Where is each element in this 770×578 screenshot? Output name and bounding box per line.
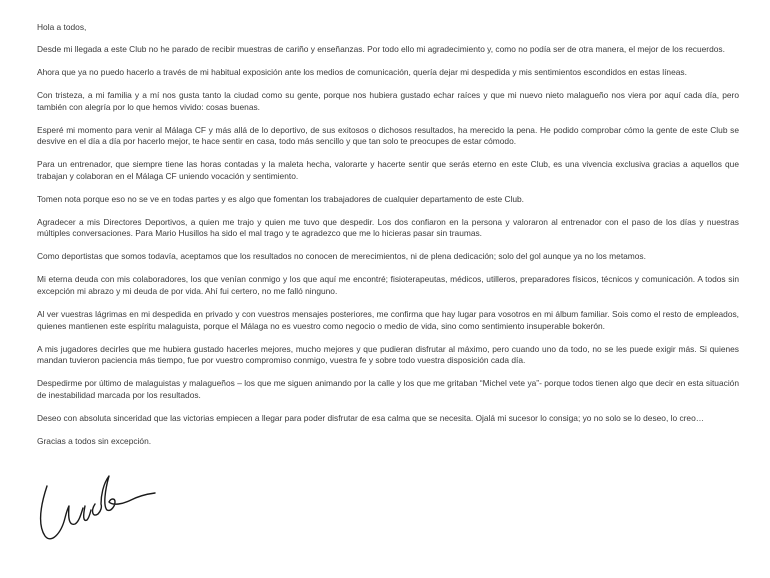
letter-paragraph: Despedirme por último de malaguistas y malagueños – los que me siguen animando por la calle y los que me gritaban “Michel vete ya”- porque todos tienen algo que decir en esta situación de inestabilidad marcada por los resultados.	[37, 378, 739, 400]
letter-paragraph: Al ver vuestras lágrimas en mi despedida en privado y con vuestros mensajes posteriores, me confirma que hay lugar para vosotros en mi álbum familiar. Sois como el resto de empleados, quienes mantienen este espíritu malaguista, porque el Málaga no es vuestro como negocio o medio de vida, sino como sentimiento insuperable bokerón.	[37, 309, 739, 331]
letter-greeting: Hola a todos,	[37, 22, 87, 32]
letter-paragraph: Ahora que ya no puedo hacerlo a través de mi habitual exposición ante los medios de comunicación, quería dejar mi despedida y mis sentimientos escondidos en estas líneas.	[37, 67, 687, 78]
letter-paragraph: Esperé mi momento para venir al Málaga CF y más allá de lo deportivo, de sus exitosos o dichosos resultados, ha merecido la pena. He podido comprobar cómo la gente de este Club se desvive en el día a día por hacerlo mejor, te hace sentir en casa, todo más sencillo y que tan solo te preocupes de estar cómodo.	[37, 124, 739, 147]
letter-paragraph: Deseo con absoluta sinceridad que las victorias empiecen a llegar para poder disfrutar de esa calma que se necesita. Ojalá mi sucesor lo consiga; yo no solo se lo deseo, lo creo…	[37, 412, 705, 423]
letter-closing: Gracias a todos sin excepción.	[37, 435, 152, 446]
signature	[35, 466, 165, 546]
letter-body	[37, 22, 739, 459]
letter-paragraph: A mis jugadores decirles que me hubiera gustado hacerles mejores, mucho mejores y que pudieran disfrutar al máximo, pero cuando uno da todo, no se les puede exigir más. Si quienes mandan tuvieron paciencia más tiempo, fue por vuestro compromiso conmigo, vuestra fe y sobre todo vuestra disposición cada día.	[37, 343, 739, 366]
letter-paragraph: Tomen nota porque eso no se ve en todas partes y es algo que fomentan los trabajadores de cualquier departamento de este Club.	[37, 193, 524, 204]
signature-stroke	[41, 476, 155, 539]
letter-paragraph: Como deportistas que somos todavía, aceptamos que los resultados no conocen de merecimientos, ni de plena dedicación; solo del gol aunque ya no los metamos.	[37, 251, 646, 262]
letter-paragraph: Con tristeza, a mi familia y a mí nos gusta tanto la ciudad como su gente, porque nos hubiera gustado echar raíces y que mi nuevo nieto malagueño nos viera por aquí cada día, pero también con alegría por lo que hemos vivido: cosas buenas.	[37, 90, 739, 112]
letter-paragraph: Mi eterna deuda con mis colaboradores, los que venían conmigo y los que aquí me encontré; fisioterapeutas, médicos, utilleros, preparadores físicos, técnicos y comunicación. A todos sin excepción mi abrazo y mi deuda de por vida. Ahí fui certero, no me falló ninguno.	[37, 274, 739, 297]
letter-paragraph: Para un entrenador, que siempre tiene las horas contadas y la maleta hecha, valorarte y hacerte sentir que serás eterno en este Club, es una vivencia exclusiva gracias a aquellos que trabajan y colaboran en el Málaga CF uniendo vocación y sentimiento.	[37, 159, 739, 181]
letter-paragraph: Desde mi llegada a este Club no he parado de recibir muestras de cariño y enseñanzas. Por todo ello mi agradecimiento y, como no podía ser de otra manera, el mejor de los recuerdos.	[37, 44, 725, 55]
letter-paragraph: Agradecer a mis Directores Deportivos, a quien me trajo y quien me tuvo que despedir. Los dos confiaron en la persona y valoraron al entrenador con el paso de los días y nuestras múltiples conversaciones. Para Mario Husillos ha sido el mal trago y te agradezco que me lo hicieras pasar sin traumas.	[37, 216, 739, 239]
